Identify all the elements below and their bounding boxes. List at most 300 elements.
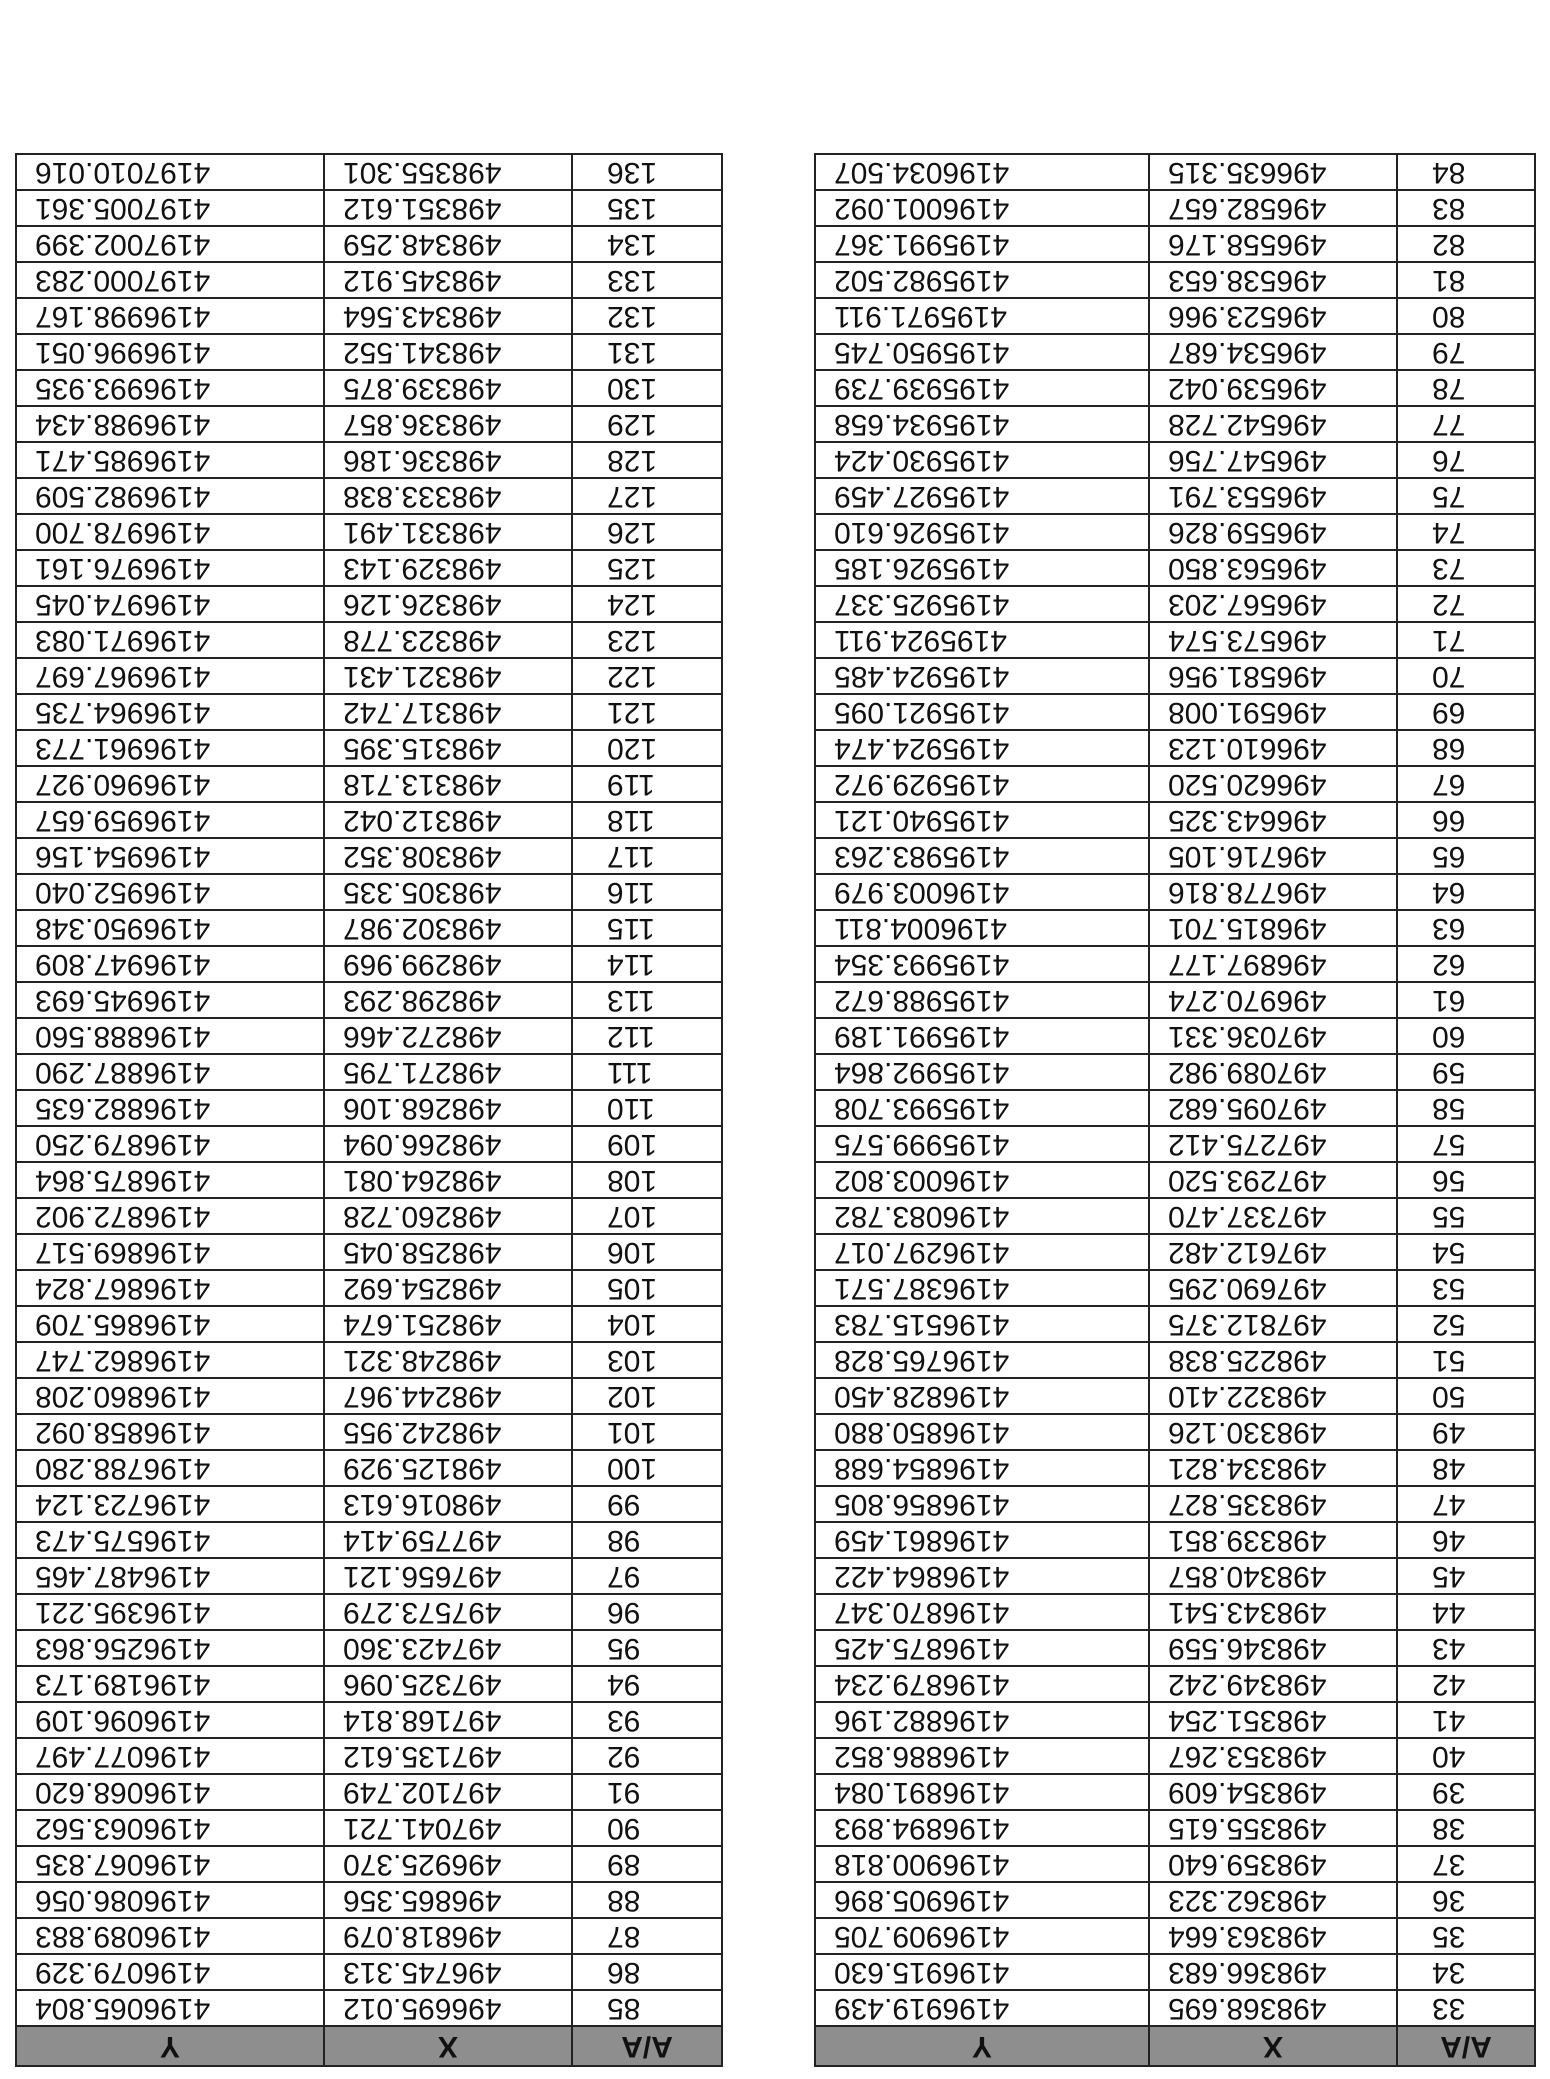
y-coordinate-cell: 4196870.347	[815, 1594, 1149, 1630]
y-coordinate-cell: 4196998.167	[16, 298, 324, 334]
point-number-cell: 118	[572, 802, 722, 838]
y-coordinate-cell: 4196894.893	[815, 1810, 1149, 1846]
table-row	[16, 874, 722, 910]
y-coordinate-cell: 4197010.016	[16, 154, 324, 190]
y-coordinate-cell: 4196960.927	[16, 766, 324, 802]
point-number-cell: 124	[572, 586, 722, 622]
x-coordinate-cell: 498336.857	[324, 406, 572, 442]
y-coordinate-cell: 4195939.739	[815, 370, 1149, 406]
x-coordinate-cell: 496815.701	[1149, 910, 1397, 946]
x-coordinate-cell: 498326.126	[324, 586, 572, 622]
table-row	[16, 154, 722, 190]
table-row	[815, 1306, 1535, 1342]
y-coordinate-cell: 4196003.979	[815, 874, 1149, 910]
table-row	[16, 1162, 722, 1198]
table-row	[815, 298, 1535, 334]
point-number-cell: 103	[572, 1342, 722, 1378]
header-x: X	[1149, 2026, 1397, 2066]
table-row	[815, 838, 1535, 874]
x-coordinate-cell: 496818.079	[324, 1918, 572, 1954]
table-row	[815, 586, 1535, 622]
y-coordinate-cell: 4195925.337	[815, 586, 1149, 622]
y-coordinate-cell: 4196189.173	[16, 1666, 324, 1702]
table-row	[815, 1342, 1535, 1378]
y-coordinate-cell: 4197002.399	[16, 226, 324, 262]
table-row	[16, 370, 722, 406]
x-coordinate-cell: 498329.143	[324, 550, 572, 586]
point-number-cell: 134	[572, 226, 722, 262]
x-coordinate-cell: 497275.412	[1149, 1126, 1397, 1162]
table-row	[815, 1918, 1535, 1954]
y-coordinate-cell: 4196860.208	[16, 1378, 324, 1414]
y-coordinate-cell: 4196856.805	[815, 1486, 1149, 1522]
point-number-cell: 56	[1397, 1162, 1535, 1198]
x-coordinate-cell: 498244.967	[324, 1378, 572, 1414]
x-coordinate-cell: 498308.352	[324, 838, 572, 874]
point-number-cell: 119	[572, 766, 722, 802]
x-coordinate-cell: 497102.749	[324, 1774, 572, 1810]
table-row	[815, 1126, 1535, 1162]
table-row	[16, 1846, 722, 1882]
y-coordinate-cell: 4196875.864	[16, 1162, 324, 1198]
point-number-cell: 135	[572, 190, 722, 226]
x-coordinate-cell: 496573.574	[1149, 622, 1397, 658]
point-number-cell: 72	[1397, 586, 1535, 622]
point-number-cell: 111	[572, 1054, 722, 1090]
y-coordinate-cell: 4196765.828	[815, 1342, 1149, 1378]
point-number-cell: 107	[572, 1198, 722, 1234]
table-row	[815, 766, 1535, 802]
point-number-cell: 71	[1397, 622, 1535, 658]
x-coordinate-cell: 496716.105	[1149, 838, 1397, 874]
x-coordinate-cell: 498298.293	[324, 982, 572, 1018]
x-coordinate-cell: 497656.121	[324, 1558, 572, 1594]
table-row	[16, 1234, 722, 1270]
point-number-cell: 35	[1397, 1918, 1535, 1954]
x-coordinate-cell: 498315.395	[324, 730, 572, 766]
table-row	[16, 298, 722, 334]
y-coordinate-cell: 4195991.367	[815, 226, 1149, 262]
y-coordinate-cell: 4196976.161	[16, 550, 324, 586]
x-coordinate-cell: 496778.816	[1149, 874, 1397, 910]
x-coordinate-cell: 497325.096	[324, 1666, 572, 1702]
y-coordinate-cell: 4196788.280	[16, 1450, 324, 1486]
y-coordinate-cell: 4196387.571	[815, 1270, 1149, 1306]
point-number-cell: 49	[1397, 1414, 1535, 1450]
table-row	[815, 1198, 1535, 1234]
x-coordinate-cell: 496591.008	[1149, 694, 1397, 730]
table-row	[16, 1738, 722, 1774]
y-coordinate-cell: 4196083.782	[815, 1198, 1149, 1234]
y-coordinate-cell: 4196864.422	[815, 1558, 1149, 1594]
point-number-cell: 65	[1397, 838, 1535, 874]
point-number-cell: 83	[1397, 190, 1535, 226]
x-coordinate-cell: 498339.875	[324, 370, 572, 406]
y-coordinate-cell: 4196961.773	[16, 730, 324, 766]
header-row	[16, 2026, 722, 2066]
table-row	[16, 1342, 722, 1378]
y-coordinate-cell: 4196395.221	[16, 1594, 324, 1630]
y-coordinate-cell: 4196487.465	[16, 1558, 324, 1594]
x-coordinate-cell: 498125.929	[324, 1450, 572, 1486]
table-row	[16, 1090, 722, 1126]
x-coordinate-cell: 498343.541	[1149, 1594, 1397, 1630]
header-y: Y	[815, 2026, 1149, 2066]
x-coordinate-cell: 498016.613	[324, 1486, 572, 1522]
header-aa: A/A	[572, 2026, 722, 2066]
y-coordinate-cell: 4195924.485	[815, 658, 1149, 694]
x-coordinate-cell: 498353.267	[1149, 1738, 1397, 1774]
table-row	[16, 514, 722, 550]
y-coordinate-cell: 4195983.263	[815, 838, 1149, 874]
table-row	[16, 1918, 722, 1954]
x-coordinate-cell: 498340.857	[1149, 1558, 1397, 1594]
point-number-cell: 60	[1397, 1018, 1535, 1054]
x-coordinate-cell: 498333.838	[324, 478, 572, 514]
point-number-cell: 52	[1397, 1306, 1535, 1342]
header-x: X	[324, 2026, 572, 2066]
table-row	[16, 1378, 722, 1414]
x-coordinate-cell: 497573.279	[324, 1594, 572, 1630]
point-number-cell: 75	[1397, 478, 1535, 514]
table-row	[16, 1630, 722, 1666]
table-row	[815, 694, 1535, 730]
point-number-cell: 110	[572, 1090, 722, 1126]
point-number-cell: 41	[1397, 1702, 1535, 1738]
table-row	[16, 1522, 722, 1558]
y-coordinate-cell: 4196905.896	[815, 1882, 1149, 1918]
point-number-cell: 48	[1397, 1450, 1535, 1486]
y-coordinate-cell: 4196862.747	[16, 1342, 324, 1378]
y-coordinate-cell: 4196950.348	[16, 910, 324, 946]
y-coordinate-cell: 4195926.185	[815, 550, 1149, 586]
point-number-cell: 99	[572, 1486, 722, 1522]
point-number-cell: 128	[572, 442, 722, 478]
point-number-cell: 44	[1397, 1594, 1535, 1630]
y-coordinate-cell: 4196068.620	[16, 1774, 324, 1810]
y-coordinate-cell: 4196952.040	[16, 874, 324, 910]
table-row	[815, 910, 1535, 946]
point-number-cell: 59	[1397, 1054, 1535, 1090]
table-row	[815, 1378, 1535, 1414]
point-number-cell: 81	[1397, 262, 1535, 298]
coordinates-table-right	[15, 153, 723, 2067]
table-row	[16, 910, 722, 946]
x-coordinate-cell: 498254.692	[324, 1270, 572, 1306]
x-coordinate-cell: 498336.186	[324, 442, 572, 478]
point-number-cell: 73	[1397, 550, 1535, 586]
y-coordinate-cell: 4196978.700	[16, 514, 324, 550]
y-coordinate-cell: 4196865.709	[16, 1306, 324, 1342]
y-coordinate-cell: 4196854.688	[815, 1450, 1149, 1486]
x-coordinate-cell: 498363.664	[1149, 1918, 1397, 1954]
point-number-cell: 122	[572, 658, 722, 694]
point-number-cell: 112	[572, 1018, 722, 1054]
table-row	[16, 334, 722, 370]
x-coordinate-cell: 498248.321	[324, 1342, 572, 1378]
table-row	[815, 1270, 1535, 1306]
table-row	[16, 1666, 722, 1702]
y-coordinate-cell: 4196001.092	[815, 190, 1149, 226]
point-number-cell: 102	[572, 1378, 722, 1414]
table-row	[815, 802, 1535, 838]
y-coordinate-cell: 4196887.290	[16, 1054, 324, 1090]
table-row	[815, 1162, 1535, 1198]
table-row	[815, 1594, 1535, 1630]
table-row	[16, 442, 722, 478]
y-coordinate-cell: 4196723.124	[16, 1486, 324, 1522]
point-number-cell: 113	[572, 982, 722, 1018]
table-row	[815, 1522, 1535, 1558]
point-number-cell: 33	[1397, 1990, 1535, 2026]
table-row	[815, 334, 1535, 370]
x-coordinate-cell: 498330.126	[1149, 1414, 1397, 1450]
y-coordinate-cell: 4196945.693	[16, 982, 324, 1018]
x-coordinate-cell: 496610.123	[1149, 730, 1397, 766]
point-number-cell: 117	[572, 838, 722, 874]
y-coordinate-cell: 4196988.434	[16, 406, 324, 442]
point-number-cell: 115	[572, 910, 722, 946]
table-row	[16, 1702, 722, 1738]
point-number-cell: 80	[1397, 298, 1535, 334]
point-number-cell: 106	[572, 1234, 722, 1270]
x-coordinate-cell: 498299.969	[324, 946, 572, 982]
point-number-cell: 57	[1397, 1126, 1535, 1162]
y-coordinate-cell: 4196891.084	[815, 1774, 1149, 1810]
table-row	[16, 586, 722, 622]
x-coordinate-cell: 496539.042	[1149, 370, 1397, 406]
y-coordinate-cell: 4195930.424	[815, 442, 1149, 478]
table-row	[16, 658, 722, 694]
point-number-cell: 104	[572, 1306, 722, 1342]
y-coordinate-cell: 4196004.811	[815, 910, 1149, 946]
table-row	[815, 1090, 1535, 1126]
table-row	[815, 262, 1535, 298]
y-coordinate-cell: 4196063.562	[16, 1810, 324, 1846]
table-row	[815, 1774, 1535, 1810]
x-coordinate-cell: 496582.657	[1149, 190, 1397, 226]
point-number-cell: 125	[572, 550, 722, 586]
table-row	[16, 1126, 722, 1162]
y-coordinate-cell: 4196947.809	[16, 946, 324, 982]
point-number-cell: 34	[1397, 1954, 1535, 1990]
table-row	[815, 1486, 1535, 1522]
table-row	[815, 1954, 1535, 1990]
y-coordinate-cell: 4195982.502	[815, 262, 1149, 298]
y-coordinate-cell: 4196077.497	[16, 1738, 324, 1774]
y-coordinate-cell: 4196996.051	[16, 334, 324, 370]
x-coordinate-cell: 498345.912	[324, 262, 572, 298]
y-coordinate-cell: 4195926.610	[815, 514, 1149, 550]
y-coordinate-cell: 4195950.745	[815, 334, 1149, 370]
y-coordinate-cell: 4196872.902	[16, 1198, 324, 1234]
y-coordinate-cell: 4195988.672	[815, 982, 1149, 1018]
x-coordinate-cell: 498366.683	[1149, 1954, 1397, 1990]
point-number-cell: 93	[572, 1702, 722, 1738]
y-coordinate-cell: 4196089.883	[16, 1918, 324, 1954]
point-number-cell: 90	[572, 1810, 722, 1846]
point-number-cell: 108	[572, 1162, 722, 1198]
table-row	[16, 262, 722, 298]
x-coordinate-cell: 496553.791	[1149, 478, 1397, 514]
table-row	[16, 1558, 722, 1594]
table-row	[16, 478, 722, 514]
table-row	[16, 1054, 722, 1090]
x-coordinate-cell: 496635.315	[1149, 154, 1397, 190]
table-row	[815, 406, 1535, 442]
y-coordinate-cell: 4196888.560	[16, 1018, 324, 1054]
x-coordinate-cell: 498251.674	[324, 1306, 572, 1342]
table-row	[815, 550, 1535, 586]
y-coordinate-cell: 4195940.121	[815, 802, 1149, 838]
table-row	[815, 946, 1535, 982]
x-coordinate-cell: 498312.042	[324, 802, 572, 838]
y-coordinate-cell: 4195999.575	[815, 1126, 1149, 1162]
point-number-cell: 63	[1397, 910, 1535, 946]
y-coordinate-cell: 4197000.283	[16, 262, 324, 298]
point-number-cell: 131	[572, 334, 722, 370]
table-row	[815, 1630, 1535, 1666]
y-coordinate-cell: 4196959.657	[16, 802, 324, 838]
y-coordinate-cell: 4196954.156	[16, 838, 324, 874]
point-number-cell: 114	[572, 946, 722, 982]
point-number-cell: 121	[572, 694, 722, 730]
table-body-left	[815, 154, 1535, 2026]
x-coordinate-cell: 498266.094	[324, 1126, 572, 1162]
point-number-cell: 87	[572, 1918, 722, 1954]
y-coordinate-cell: 4196915.630	[815, 1954, 1149, 1990]
x-coordinate-cell: 498317.742	[324, 694, 572, 730]
point-number-cell: 84	[1397, 154, 1535, 190]
y-coordinate-cell: 4196909.705	[815, 1918, 1149, 1954]
y-coordinate-cell: 4196086.056	[16, 1882, 324, 1918]
table-row	[815, 154, 1535, 190]
y-coordinate-cell: 4196967.697	[16, 658, 324, 694]
point-number-cell: 129	[572, 406, 722, 442]
y-coordinate-cell: 4197005.361	[16, 190, 324, 226]
point-number-cell: 88	[572, 1882, 722, 1918]
point-number-cell: 70	[1397, 658, 1535, 694]
y-coordinate-cell: 4196974.045	[16, 586, 324, 622]
y-coordinate-cell: 4195927.459	[815, 478, 1149, 514]
y-coordinate-cell: 4195929.972	[815, 766, 1149, 802]
x-coordinate-cell: 498323.778	[324, 622, 572, 658]
table-row	[16, 1018, 722, 1054]
y-coordinate-cell: 4196067.835	[16, 1846, 324, 1882]
point-number-cell: 37	[1397, 1846, 1535, 1882]
table-row	[16, 1594, 722, 1630]
point-number-cell: 133	[572, 262, 722, 298]
x-coordinate-cell: 497759.414	[324, 1522, 572, 1558]
point-number-cell: 51	[1397, 1342, 1535, 1378]
y-coordinate-cell: 4196964.735	[16, 694, 324, 730]
x-coordinate-cell: 497036.331	[1149, 1018, 1397, 1054]
point-number-cell: 85	[572, 1990, 722, 2026]
table-row	[815, 874, 1535, 910]
point-number-cell: 89	[572, 1846, 722, 1882]
x-coordinate-cell: 498368.695	[1149, 1990, 1397, 2026]
point-number-cell: 98	[572, 1522, 722, 1558]
y-coordinate-cell: 4195993.354	[815, 946, 1149, 982]
table-row	[16, 1990, 722, 2026]
x-coordinate-cell: 496542.728	[1149, 406, 1397, 442]
y-coordinate-cell: 4195991.189	[815, 1018, 1149, 1054]
point-number-cell: 43	[1397, 1630, 1535, 1666]
point-number-cell: 40	[1397, 1738, 1535, 1774]
x-coordinate-cell: 497135.612	[324, 1738, 572, 1774]
point-number-cell: 82	[1397, 226, 1535, 262]
header-aa: A/A	[1397, 2026, 1535, 2066]
x-coordinate-cell: 498351.612	[324, 190, 572, 226]
x-coordinate-cell: 497812.375	[1149, 1306, 1397, 1342]
y-coordinate-cell: 4196256.863	[16, 1630, 324, 1666]
point-number-cell: 92	[572, 1738, 722, 1774]
x-coordinate-cell: 498321.431	[324, 658, 572, 694]
point-number-cell: 66	[1397, 802, 1535, 838]
x-coordinate-cell: 496559.826	[1149, 514, 1397, 550]
x-coordinate-cell: 498264.081	[324, 1162, 572, 1198]
table-row	[815, 1558, 1535, 1594]
y-coordinate-cell: 4196879.234	[815, 1666, 1149, 1702]
point-number-cell: 54	[1397, 1234, 1535, 1270]
x-coordinate-cell: 496897.177	[1149, 946, 1397, 982]
table-row	[815, 1810, 1535, 1846]
point-number-cell: 78	[1397, 370, 1535, 406]
table-row	[16, 406, 722, 442]
table-row	[815, 190, 1535, 226]
x-coordinate-cell: 496643.325	[1149, 802, 1397, 838]
point-number-cell: 130	[572, 370, 722, 406]
coordinates-table-left	[814, 153, 1536, 2067]
point-number-cell: 123	[572, 622, 722, 658]
table-row	[815, 1234, 1535, 1270]
x-coordinate-cell: 498305.335	[324, 874, 572, 910]
point-number-cell: 86	[572, 1954, 722, 1990]
x-coordinate-cell: 498331.491	[324, 514, 572, 550]
x-coordinate-cell: 498341.552	[324, 334, 572, 370]
point-number-cell: 126	[572, 514, 722, 550]
x-coordinate-cell: 498268.106	[324, 1090, 572, 1126]
table-row	[815, 982, 1535, 1018]
table-row	[16, 1486, 722, 1522]
x-coordinate-cell: 497168.814	[324, 1702, 572, 1738]
x-coordinate-cell: 498354.609	[1149, 1774, 1397, 1810]
table-row	[16, 190, 722, 226]
x-coordinate-cell: 497690.295	[1149, 1270, 1397, 1306]
x-coordinate-cell: 496567.203	[1149, 586, 1397, 622]
x-coordinate-cell: 496563.850	[1149, 550, 1397, 586]
y-coordinate-cell: 4196993.935	[16, 370, 324, 406]
x-coordinate-cell: 496925.370	[324, 1846, 572, 1882]
x-coordinate-cell: 498242.955	[324, 1414, 572, 1450]
x-coordinate-cell: 497423.360	[324, 1630, 572, 1666]
table-row	[16, 1270, 722, 1306]
point-number-cell: 109	[572, 1126, 722, 1162]
point-number-cell: 91	[572, 1774, 722, 1810]
y-coordinate-cell: 4195934.658	[815, 406, 1149, 442]
table-row	[16, 982, 722, 1018]
x-coordinate-cell: 498339.851	[1149, 1522, 1397, 1558]
point-number-cell: 64	[1397, 874, 1535, 910]
x-coordinate-cell: 496558.176	[1149, 226, 1397, 262]
x-coordinate-cell: 498225.838	[1149, 1342, 1397, 1378]
table-row	[815, 1414, 1535, 1450]
x-coordinate-cell: 498302.987	[324, 910, 572, 946]
x-coordinate-cell: 496620.520	[1149, 766, 1397, 802]
x-coordinate-cell: 496547.756	[1149, 442, 1397, 478]
table-row	[16, 838, 722, 874]
point-number-cell: 45	[1397, 1558, 1535, 1594]
